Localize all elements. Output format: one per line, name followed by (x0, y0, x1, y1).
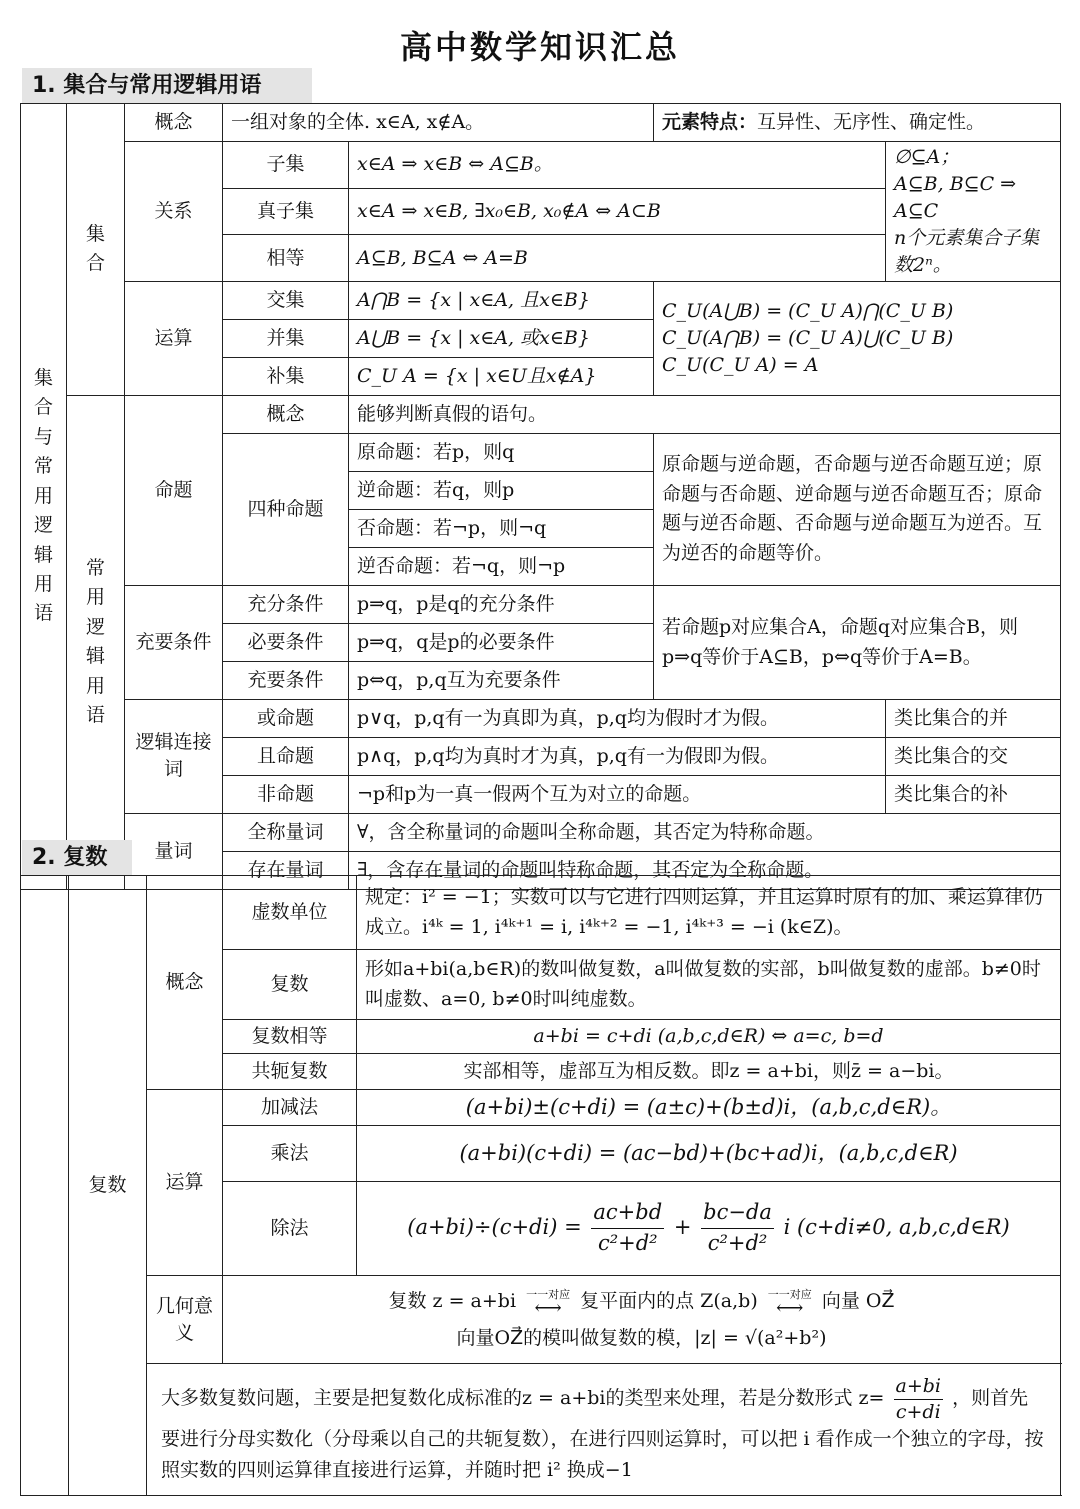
concept-content: 一组对象的全体. x∈A, x∉A。 (223, 104, 654, 142)
equal-formula: A⊆B, B⊆A ⇔ A=B (349, 235, 886, 282)
set-logic-table (20, 103, 1061, 890)
necessary-sufficient-formula: p⇔q，p,q互为充要条件 (349, 661, 654, 699)
not-formula: ¬p和p为一真一假两个互为对立的命题。 (349, 775, 886, 813)
add-sub-content: (a+bi)±(c+di) = (a±c)+(b±d)i，(a,b,c,d∈R)。 (357, 1090, 1061, 1126)
outer-label: 集 合 与 常 用 逻 辑 用 语 (21, 104, 67, 890)
complement-formula: C_U A = {x | x∈U且x∉A} (349, 357, 654, 395)
necessary-name: 必要条件 (223, 623, 349, 661)
complex-number-table (20, 875, 1061, 1496)
not-analog: 类比集合的补 (886, 775, 1061, 813)
subset-formula: x∈A ⇒ x∈B ⇔ A⊆B。 (349, 142, 886, 189)
equal-name: 相等 (223, 235, 349, 282)
universal-formula: ∀，含全称量词的命题叫全称命题，其否定为特称命题。 (349, 813, 1061, 851)
and-name: 且命题 (223, 737, 349, 775)
proposition-converse: 逆命题：若q，则p (349, 471, 654, 509)
sufficient-name: 充分条件 (223, 585, 349, 623)
universal-name: 全称量词 (223, 813, 349, 851)
condition-note: 若命题p对应集合A，命题q对应集合B，则p⇒q等价于A⊆B，p⇔q等价于A=B。 (654, 585, 1061, 699)
divide-name: 除法 (223, 1182, 357, 1276)
proposition-concept: 能够判断真假的语句。 (349, 395, 1061, 433)
or-analog: 类比集合的并 (886, 699, 1061, 737)
and-formula: p∧q，p,q均为真时才为真，p,q有一为假即为假。 (349, 737, 886, 775)
proposition-original: 原命题：若p，则q (349, 433, 654, 471)
sufficient-formula: p⇒q，p是q的充分条件 (349, 585, 654, 623)
conjugate-content: 实部相等，虚部互为相反数。即z = a+bi，则z̄ = a−bi。 (357, 1054, 1061, 1090)
geometry-label: 几何意义 (147, 1276, 223, 1364)
complex-blank-column (21, 876, 69, 1496)
complex-operation-label: 运算 (147, 1090, 223, 1276)
or-formula: p∨q，p,q有一为真即为真，p,q均为假时才为假。 (349, 699, 886, 737)
multiply-name: 乘法 (223, 1126, 357, 1182)
proposition-label: 命题 (125, 395, 223, 585)
page-title: 高中数学知识汇总 (399, 28, 680, 66)
complex-name: 复数 (223, 950, 357, 1020)
complex-concept-label: 概念 (147, 876, 223, 1090)
section2-heading: 2. 复数 (22, 840, 132, 876)
divide-content: (a+bi)÷(c+di) = $\frac{ac+bd}{\text{c²+d²}}$ + $\frac{bc-da}{\text{c²+d²}}$ i (c+di≠0, a,b,c,d∈R) (357, 1182, 1061, 1276)
quantifier-label: 量词 (125, 813, 223, 889)
element-features: 元素特点：互异性、无序性、确定性。 (654, 104, 1061, 142)
imaginary-unit-name: 虚数单位 (223, 876, 357, 950)
section1-heading: 1. 集合与常用逻辑用语 (22, 68, 312, 104)
union-name: 并集 (223, 319, 349, 357)
subset-name: 子集 (223, 142, 349, 189)
necessary-sufficient-name: 充要条件 (223, 661, 349, 699)
intersection-formula: A⋂B = {x | x∈A, 且x∈B} (349, 281, 654, 319)
complex-summary: 大多数复数问题，主要是把复数化成标准的z = a+bi的类型来处理，若是分数形式 z= $\frac{a+bi}{c+di}$ ，则首先要进行分母实数化（分母乘以自己的共轭复数），在进行四则运算时，可以把 i 看作成一个独立的字母，按照实数的四则运算律直接进行运算，并随时把 i² 换成−1 (147, 1364, 1061, 1496)
not-name: 非命题 (223, 775, 349, 813)
connective-label: 逻辑连接词 (125, 699, 223, 813)
condition-label: 充要条件 (125, 585, 223, 699)
proper-subset-name: 真子集 (223, 188, 349, 235)
concept-label: 概念 (125, 104, 223, 142)
imaginary-unit-content: 规定：i² = −1；实数可以与它进行四则运算，并且运算时原有的加、乘运算律仍成立。i⁴ᵏ = 1, i⁴ᵏ⁺¹ = i, i⁴ᵏ⁺² = −1, i⁴ᵏ⁺³ = −i (k∈Z)。 (357, 876, 1061, 950)
existential-formula: ∃，含存在量词的命题叫特称命题，其否定为全称命题。 (349, 851, 1061, 889)
existential-name: 存在量词 (223, 851, 349, 889)
set-label: 集 合 (67, 104, 125, 396)
complex-equal-content: a+bi = c+di (a,b,c,d∈R) ⇔ a=c, b=d (357, 1020, 1061, 1054)
proposition-note: 原命题与逆命题，否命题与逆否命题互逆；原命题与否命题、逆命题与逆否命题互否；原命题与逆否命题、否命题与逆命题互为逆否。互为逆否的命题等价。 (654, 433, 1061, 585)
or-name: 或命题 (223, 699, 349, 737)
relation-notes: ∅⊆A； A⊆B, B⊆C ⇒ A⊆C n个元素集合子集数2ⁿ。 (886, 142, 1061, 282)
and-analog: 类比集合的交 (886, 737, 1061, 775)
proposition-concept-label: 概念 (223, 395, 349, 433)
complex-equal-name: 复数相等 (223, 1020, 357, 1054)
proposition-inverse: 否命题：若¬p，则¬q (349, 509, 654, 547)
conjugate-name: 共轭复数 (223, 1054, 357, 1090)
logic-label: 常 用 逻 辑 用 语 (67, 395, 125, 889)
four-propositions-label: 四种命题 (223, 433, 349, 585)
complex-main-label: 复数 (69, 876, 147, 1496)
complex-content: 形如a+bi(a,b∈R)的数叫做复数，a叫做复数的实部，b叫做复数的虚部。b≠0时叫虚数、a=0, b≠0时叫纯虚数。 (357, 950, 1061, 1020)
complement-name: 补集 (223, 357, 349, 395)
geometry-content: 复数 z = a+bi 一一对应 ⟷ 复平面内的点 Z(a,b) 一一对应 ⟷ 向量 OZ⃗ 向量OZ⃗的模叫做复数的模，|z| = √(a²+b²) (223, 1276, 1061, 1364)
intersection-name: 交集 (223, 281, 349, 319)
proposition-contrapositive: 逆否命题：若¬q，则¬p (349, 547, 654, 585)
relation-label: 关系 (125, 142, 223, 282)
proper-subset-formula: x∈A ⇒ x∈B, ∃x₀∈B, x₀∉A ⇔ A⊂B (349, 188, 886, 235)
operation-notes: C_U(A⋃B) = (C_U A)⋂(C_U B) C_U(A⋂B) = (C_U A)⋃(C_U B) C_U(C_U A) = A (654, 281, 1061, 395)
operation-label: 运算 (125, 281, 223, 395)
add-sub-name: 加减法 (223, 1090, 357, 1126)
union-formula: A⋃B = {x | x∈A, 或x∈B} (349, 319, 654, 357)
multiply-content: (a+bi)(c+di) = (ac−bd)+(bc+ad)i，(a,b,c,d∈R) (357, 1126, 1061, 1182)
necessary-formula: p⇒q，q是p的必要条件 (349, 623, 654, 661)
